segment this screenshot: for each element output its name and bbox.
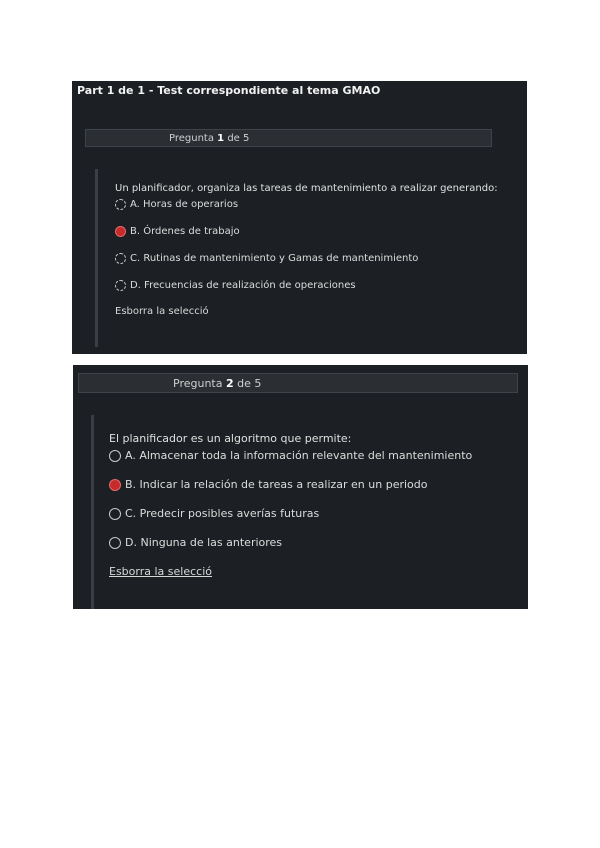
question-header-2: [78, 373, 518, 393]
radio-unselected-icon[interactable]: [115, 280, 126, 291]
radio-selected-icon[interactable]: [115, 226, 126, 237]
question-left-rule: [95, 169, 98, 347]
clear-selection-link[interactable]: Esborra la selecció: [109, 565, 212, 578]
question-number: 2: [225, 376, 234, 390]
radio-unselected-icon[interactable]: [115, 199, 126, 210]
option-label: D. Ninguna de las anteriores: [125, 536, 283, 549]
clear-selection-link[interactable]: Esborra la selecció: [115, 306, 209, 317]
option-label: B. Indicar la relación de tareas a realizar en un periodo: [125, 478, 428, 491]
option-a[interactable]: [115, 199, 238, 210]
option-label: A. Horas de operarios: [130, 199, 239, 210]
question-total: de 5: [237, 376, 262, 390]
question-label: Pregunta: [173, 376, 223, 390]
option-a[interactable]: [109, 449, 472, 462]
question-label: Pregunta: [169, 132, 214, 144]
question-left-rule: [91, 415, 94, 609]
option-b[interactable]: [109, 478, 427, 491]
radio-unselected-icon[interactable]: [115, 253, 126, 264]
part-title: Part 1 de 1 - Test correspondiente al tema GMAO: [77, 84, 381, 97]
option-label: B. Órdenes de trabajo: [130, 226, 240, 237]
question-header-1: [85, 129, 492, 147]
option-label: C. Predecir posibles averías futuras: [125, 507, 320, 520]
option-c[interactable]: [115, 253, 418, 264]
radio-unselected-icon[interactable]: [109, 450, 121, 462]
option-label: D. Frecuencias de realización de operaciones: [130, 280, 356, 291]
question-number-label: [169, 133, 249, 144]
option-d[interactable]: [109, 536, 282, 549]
option-label: A. Almacenar toda la información relevante del mantenimiento: [125, 449, 473, 462]
option-d[interactable]: [115, 280, 356, 291]
question-number: 1: [217, 132, 225, 144]
question-panel-2: [73, 365, 528, 609]
question-stem: El planificador es un algoritmo que permite:: [109, 432, 352, 445]
radio-unselected-icon[interactable]: [109, 508, 121, 520]
question-panel-1: [72, 81, 527, 354]
question-total: de 5: [227, 132, 250, 144]
radio-unselected-icon[interactable]: [109, 537, 121, 549]
question-stem: Un planificador, organiza las tareas de mantenimiento a realizar generando:: [115, 183, 498, 194]
option-b[interactable]: [115, 226, 240, 237]
radio-selected-icon[interactable]: [109, 479, 121, 491]
option-label: C. Rutinas de mantenimiento y Gamas de mantenimiento: [130, 253, 419, 264]
option-c[interactable]: [109, 507, 319, 520]
question-number-label: [173, 377, 261, 390]
